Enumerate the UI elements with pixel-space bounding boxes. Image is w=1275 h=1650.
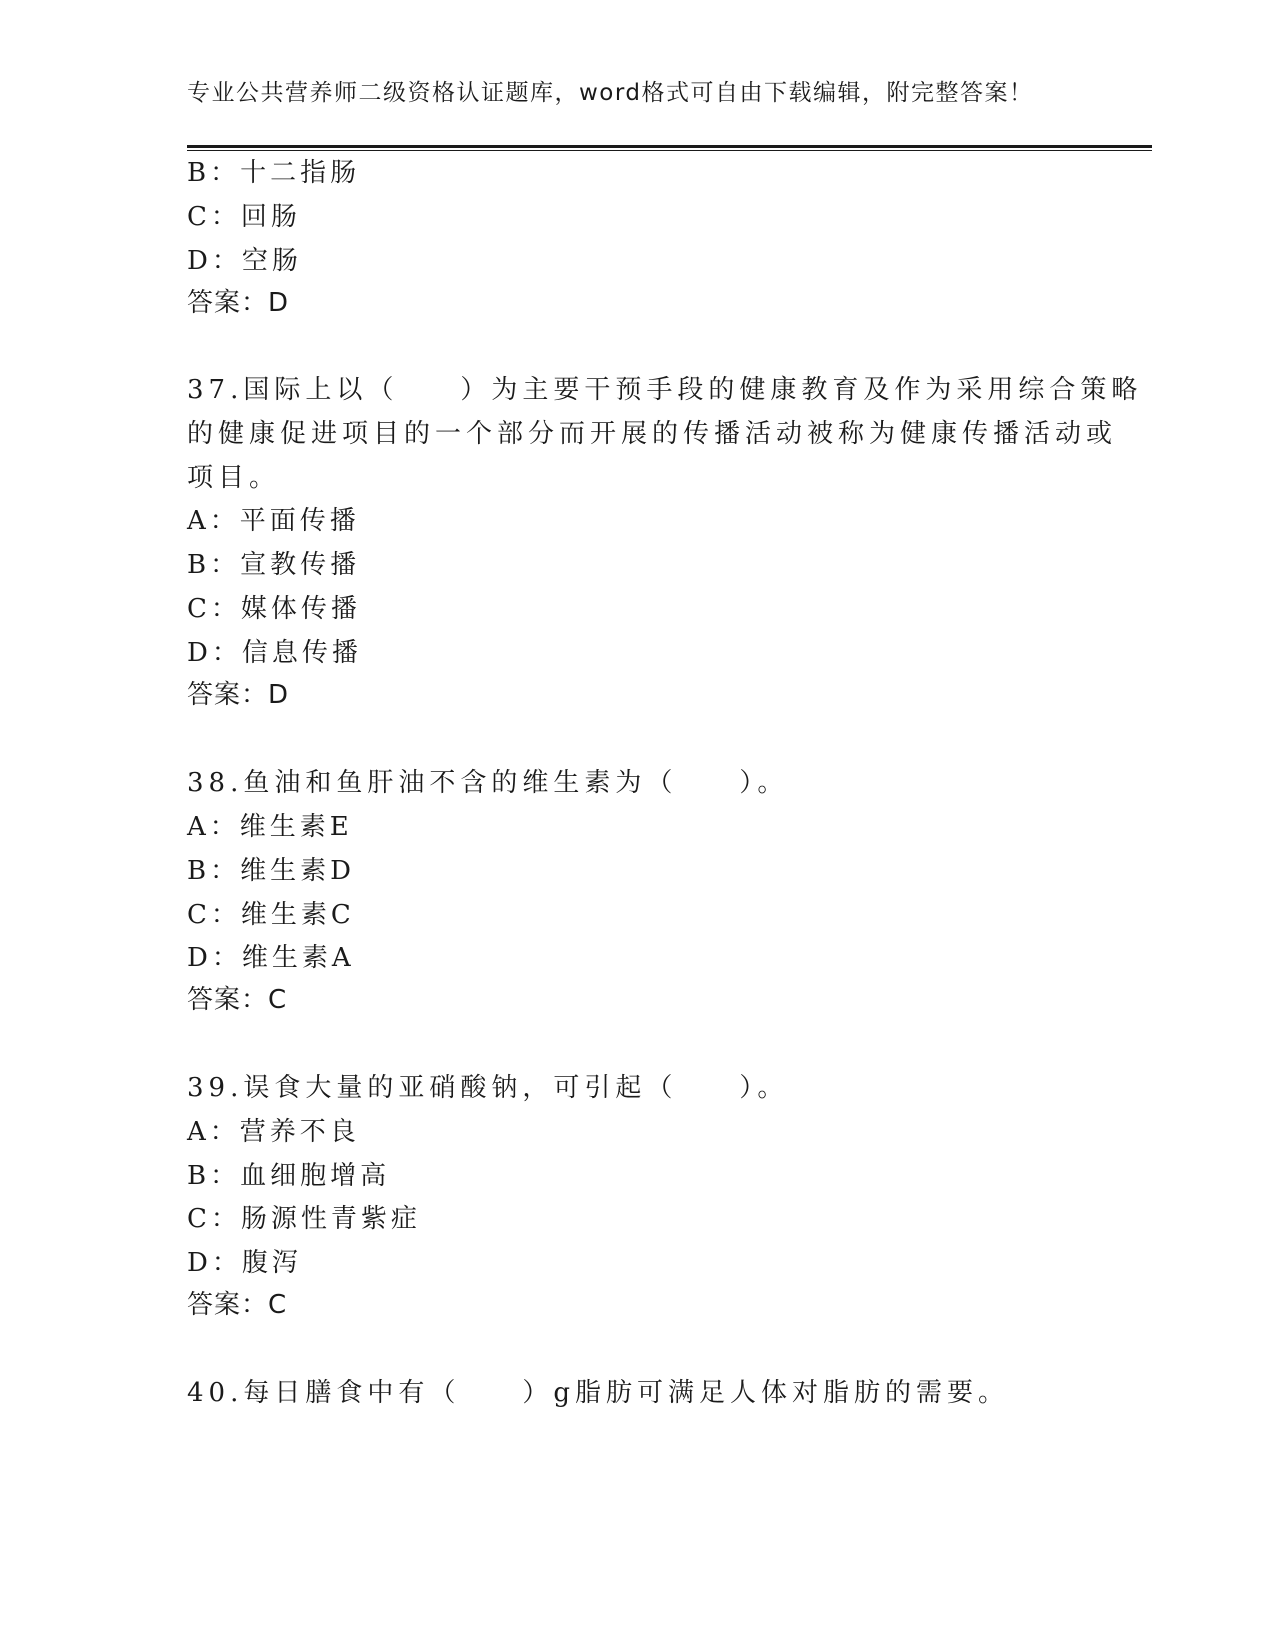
q37-option-b: B：宣教传播 bbox=[187, 550, 361, 580]
q38-question: 38.鱼油和鱼肝油不含的维生素为（ ）。 bbox=[187, 768, 789, 798]
q39-option-b: B：血细胞增高 bbox=[187, 1161, 391, 1191]
q36-option-b: B：十二指肠 bbox=[187, 158, 361, 188]
header-rule-thin bbox=[187, 150, 1152, 151]
q38-option-b: B：维生素D bbox=[187, 856, 355, 886]
q39-option-d: D：腹泻 bbox=[187, 1248, 302, 1278]
q40-question: 40.每日膳食中有（ ）g脂肪可满足人体对脂肪的需要。 bbox=[187, 1378, 1009, 1408]
q37-option-d: D：信息传播 bbox=[187, 638, 362, 668]
q36-answer: 答案：D bbox=[187, 288, 290, 318]
q37-question-line-1: 37.国际上以（ ）为主要干预手段的健康教育及作为采用综合策略 bbox=[187, 375, 1143, 405]
q38-option-d: D：维生素A bbox=[187, 943, 355, 973]
q37-option-c: C：媒体传播 bbox=[187, 594, 361, 624]
q39-option-c: C：肠源性青紫症 bbox=[187, 1204, 421, 1234]
q37-answer: 答案：D bbox=[187, 680, 290, 710]
q39-question: 39.误食大量的亚硝酸钠，可引起（ ）。 bbox=[187, 1073, 789, 1103]
q37-question-line-2: 的健康促进项目的一个部分而开展的传播活动被称为健康传播活动或 bbox=[187, 419, 1118, 449]
q36-option-c: C：回肠 bbox=[187, 202, 301, 232]
q39-option-a: A：营养不良 bbox=[187, 1117, 360, 1147]
q38-answer: 答案：C bbox=[187, 985, 288, 1015]
q36-option-d: D：空肠 bbox=[187, 246, 302, 276]
q37-question-line-3: 项目。 bbox=[187, 463, 281, 493]
q38-option-c: C：维生素C bbox=[187, 900, 355, 930]
page-header: 专业公共营养师二级资格认证题库，word格式可自由下载编辑，附完整答案！ bbox=[187, 80, 1034, 106]
q37-option-a: A：平面传播 bbox=[187, 506, 360, 536]
q39-answer: 答案：C bbox=[187, 1290, 288, 1320]
q38-option-a: A：维生素E bbox=[187, 812, 353, 842]
header-rule-thick bbox=[187, 145, 1152, 148]
